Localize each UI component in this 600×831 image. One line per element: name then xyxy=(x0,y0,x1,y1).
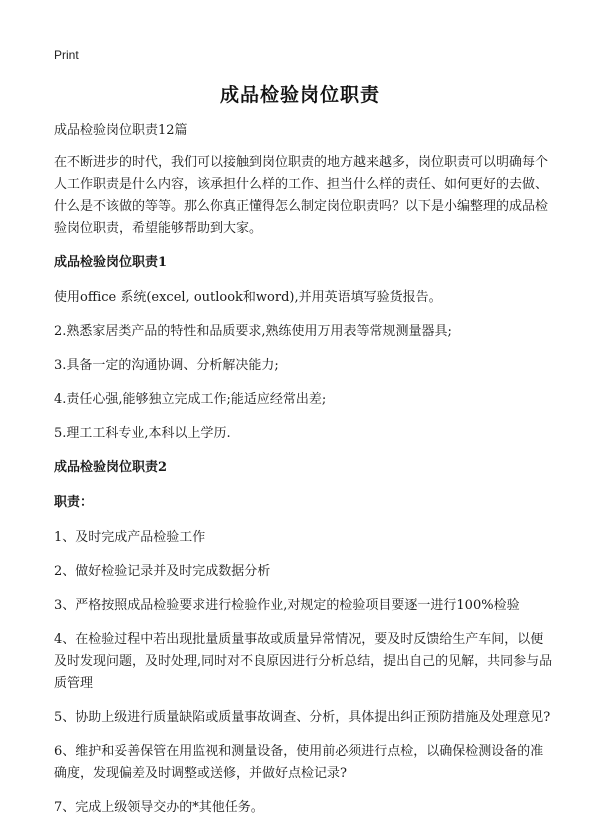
section1-item: 2.熟悉家居类产品的特性和品质要求,熟练使用万用表等常规测量器具; xyxy=(54,324,452,339)
section2-item: 5、协助上级进行质量缺陷或质量事故调查、分析，具体提出纠正预防措施及处理意见? xyxy=(54,710,551,725)
intro-paragraph: 在不断进步的时代，我们可以接触到岗位职责的地方越来越多，岗位职责可以明确每个人工作职责是什么内容，该承担什么样的工作、担当什么样的责任、如何更好的去做、什么是不该做的等等。那么你真正懂得怎么制定岗位职责吗？以下是小编整理的成品检验岗位职责，希望能够帮助到大家。 xyxy=(54,155,549,236)
print-link[interactable]: Print xyxy=(54,48,79,62)
section2-item: 6、维护和妥善保管在用监视和测量设备，使用前必须进行点检，以确保检测设备的准确度，发现偏差及时调整或送修，并做好点检记录? xyxy=(54,744,544,781)
section-heading-1: 成品检验岗位职责1 xyxy=(54,255,168,270)
section2-item: 4、在检验过程中若出现批量质量事故或质量异常情况，要及时反馈给生产车间，以便及时发现问题，及时处理,同时对不良原因进行分析总结，提出自己的见解，共同参与品质管理 xyxy=(54,632,553,691)
section1-item: 4.责任心强,能够独立完成工作;能适应经常出差; xyxy=(54,392,327,407)
section2-item: 7、完成上级领导交办的*其他任务。 xyxy=(54,800,264,815)
duties-label: 职责： xyxy=(54,495,94,510)
page-title: 成品检验岗位职责 xyxy=(219,84,380,106)
section1-item: 使用office 系统(excel, outlook和word),并用英语填写验货报告。 xyxy=(54,290,442,305)
document-subtitle: 成品检验岗位职责12篇 xyxy=(54,123,188,138)
section-heading-2: 成品检验岗位职责2 xyxy=(54,460,168,475)
section2-item: 1、及时完成产品检验工作 xyxy=(54,530,206,545)
section1-item: 5.理工工科专业,本科以上学历. xyxy=(54,426,231,441)
section2-item: 2、做好检验记录并及时完成数据分析 xyxy=(54,564,271,579)
document-body xyxy=(54,120,554,831)
section2-item: 3、严格按照成品检验要求进行检验作业,对规定的检验项目要逐一进行100%检验 xyxy=(54,598,520,613)
section1-item: 3.具备一定的沟通协调、分析解决能力; xyxy=(54,358,279,373)
